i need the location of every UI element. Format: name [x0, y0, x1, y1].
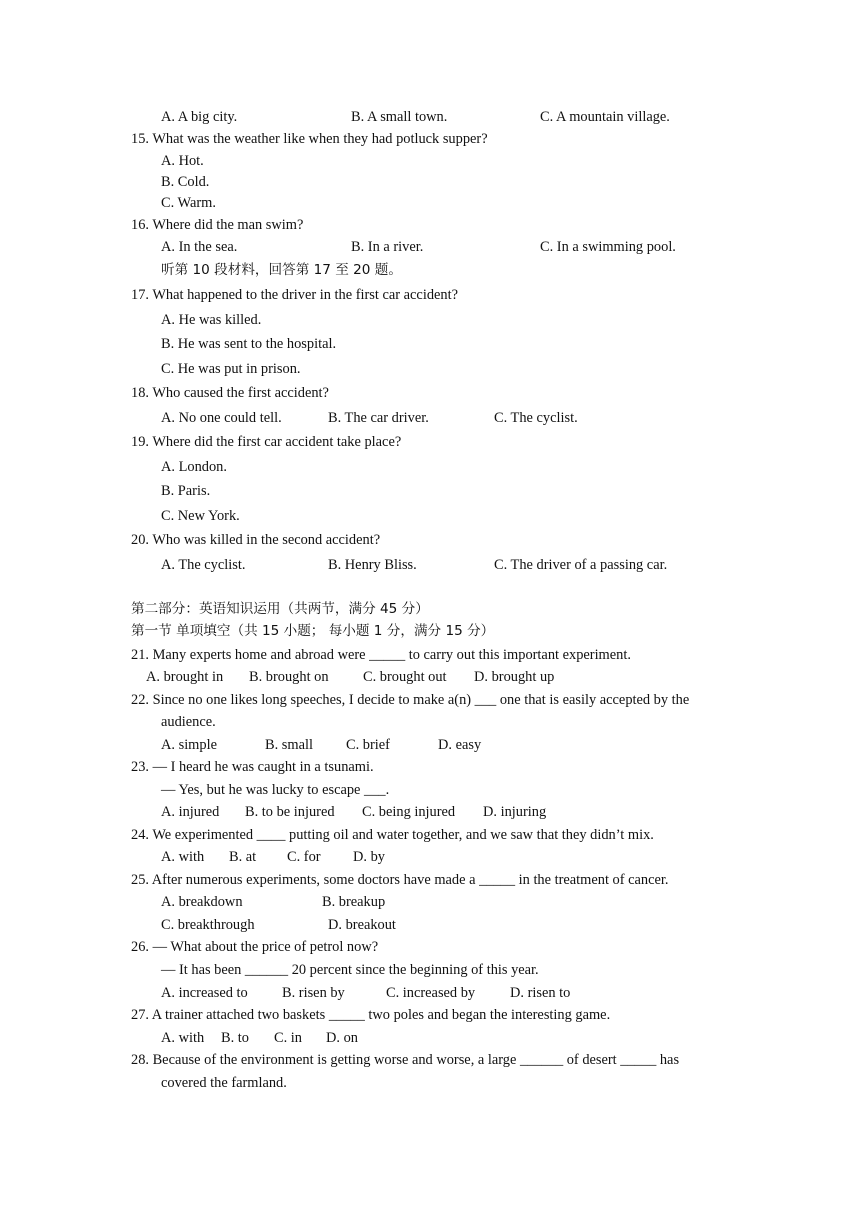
option-c: C. The driver of a passing car.	[494, 557, 668, 573]
option-b: B. risen by	[282, 985, 345, 1001]
option-c: C. being injured	[362, 804, 456, 820]
option-d: D. by	[353, 849, 385, 865]
option-c: C. The cyclist.	[494, 410, 578, 426]
option-c: C. Warm.	[161, 195, 216, 211]
question-17: 17. What happened to the driver in the first car accident?	[131, 287, 458, 303]
option-d: D. brought up	[474, 669, 555, 685]
listening-instruction: 听第 10 段材料，回答第 17 至 20 题。	[161, 262, 402, 278]
question-23: 23. — I heard he was caught in a tsunami.	[131, 759, 374, 775]
option-a: A. No one could tell.	[161, 410, 282, 426]
option-a: A. In the sea.	[161, 239, 238, 255]
option-a: A. increased to	[161, 985, 248, 1001]
option-a: A. with	[161, 849, 205, 865]
option-a: A. The cyclist.	[161, 557, 246, 573]
option-b: B. A small town.	[351, 109, 448, 125]
question-26-reply: — It has been ______ 20 percent since the beginning of this year.	[161, 962, 539, 978]
option-d: D. injuring	[483, 804, 547, 820]
question-24: 24. We experimented ____ putting oil and water together, and we saw that they didn’t mix.	[131, 827, 654, 843]
option-b: B. Henry Bliss.	[328, 557, 417, 573]
question-22: 22. Since no one likes long speeches, I decide to make a(n) ___ one that is easily accepted by the	[131, 692, 690, 708]
question-27: 27. A trainer attached two baskets _____ two poles and began the interesting game.	[131, 1007, 611, 1023]
option-a: A. A big city.	[161, 109, 238, 125]
option-a: A. simple	[161, 737, 217, 753]
option-a: A. injured	[161, 804, 220, 820]
option-a: A. Hot.	[161, 153, 204, 169]
option-c: C. in	[274, 1030, 302, 1046]
option-a: A. brought in	[146, 669, 224, 685]
option-c: C. for	[287, 849, 321, 865]
option-b: B. breakup	[322, 894, 386, 910]
question-25: 25. After numerous experiments, some doctors have made a _____ in the treatment of cancer.	[131, 872, 669, 888]
question-28-continuation: covered the farmland.	[161, 1075, 287, 1091]
question-22-continuation: audience.	[161, 714, 216, 730]
question-19: 19. Where did the first car accident take place?	[131, 434, 402, 450]
option-d: D. breakout	[328, 917, 396, 933]
option-b: B. The car driver.	[328, 410, 429, 426]
option-a: A. London.	[161, 459, 227, 475]
option-c: C. In a swimming pool.	[540, 239, 676, 255]
part-two-heading: 第二部分：英语知识运用（共两节，满分 45 分）	[131, 601, 429, 617]
option-b: B. Cold.	[161, 174, 210, 190]
question-20: 20. Who was killed in the second accident?	[131, 532, 381, 548]
question-26: 26. — What about the price of petrol now?	[131, 939, 379, 955]
option-b: B. He was sent to the hospital.	[161, 336, 337, 352]
option-b: B. to	[221, 1030, 249, 1046]
option-c: C. New York.	[161, 508, 240, 524]
question-23-reply: — Yes, but he was lucky to escape ___.	[161, 782, 390, 798]
option-a: A. He was killed.	[161, 312, 262, 328]
option-d: D. easy	[438, 737, 482, 753]
option-c: C. A mountain village.	[540, 109, 670, 125]
option-b: B. at	[229, 849, 257, 865]
question-16: 16. Where did the man swim?	[131, 217, 304, 233]
option-c: C. He was put in prison.	[161, 361, 301, 377]
option-c: C. brought out	[363, 669, 447, 685]
option-c: C. breakthrough	[161, 917, 255, 933]
option-a: A. breakdown	[161, 894, 243, 910]
section-one-heading: 第一节 单项填空（共 15 小题； 每小题 1 分，满分 15 分）	[131, 623, 495, 639]
question-21: 21. Many experts home and abroad were _____ to carry out this important experiment.	[131, 647, 631, 663]
option-b: B. In a river.	[351, 239, 424, 255]
option-d: D. risen to	[510, 985, 571, 1001]
option-b: B. Paris.	[161, 483, 211, 499]
option-c: C. brief	[346, 737, 390, 753]
option-b: B. to be injured	[245, 804, 335, 820]
option-b: B. brought on	[249, 669, 329, 685]
option-d: D. on	[326, 1030, 358, 1046]
question-28: 28. Because of the environment is getting worse and worse, a large ______ of desert _____ has	[131, 1052, 680, 1068]
option-b: B. small	[265, 737, 313, 753]
option-a: A. with	[161, 1030, 205, 1046]
question-15: 15. What was the weather like when they had potluck supper?	[131, 131, 488, 147]
question-18: 18. Who caused the first accident?	[131, 385, 329, 401]
option-c: C. increased by	[386, 985, 476, 1001]
